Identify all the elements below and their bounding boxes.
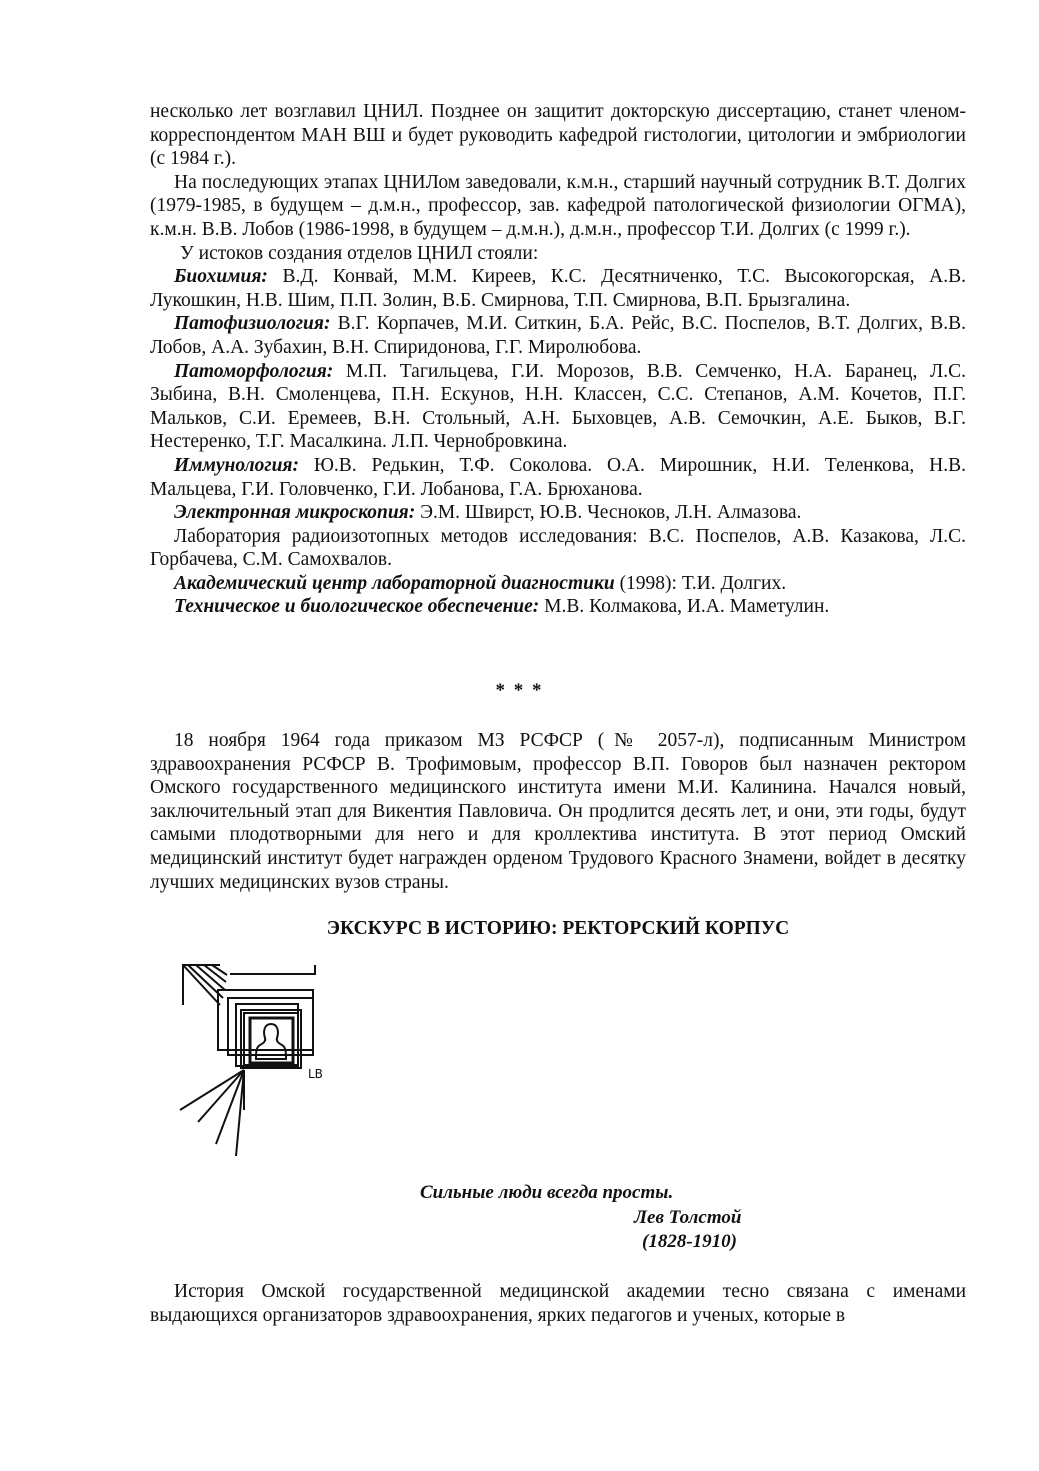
department-radio-lab: Лаборатория радиоизотопных методов исследования: В.С. Поспелов, А.В. Казакова, Л.С. Горбачева, С.М. Самохвалов.	[150, 525, 966, 571]
department-name: Биохимия:	[174, 266, 268, 288]
top-text-section	[150, 100, 966, 619]
paragraph-cnil-managers: На последующих этапах ЦНИЛом заведовали, к.м.н., старший научный сотрудник В.Т. Долгих (1979-1985, в будущем – д.м.н., профессор, зав. кафедрой патологической физиологии ОГМА), к.м.н. В.В. Лобов (1986-1998, в будущем – д.м.н.), д.м.н., профессор Т.И. Долгих (с 1999 г.).	[150, 171, 966, 240]
rector-building-sketch	[178, 960, 358, 1160]
department-name: Электронная микроскопия:	[174, 502, 416, 524]
department-name: Техническое и биологическое обеспечение:	[174, 596, 540, 618]
department-members: Э.М. Швирст, Ю.В. Чесноков, Л.Н. Алмазова.	[415, 502, 802, 524]
department-pathophysiology	[150, 312, 966, 359]
paragraph-history: История Омской государственной медицинской академии тесно связана с именами выдающихся организаторов здравоохранения, ярких педагогов и ученых, которые в	[150, 1281, 966, 1326]
epigraph-years: (1828-1910)	[642, 1231, 737, 1252]
sketch-signature: LB	[308, 1067, 323, 1081]
paragraph-1964: 18 ноября 1964 года приказом МЗ РСФСР (№ 2057-л), подписанным Министром здравоохранения РСФСР В. Трофимовым, профессор В.П. Говоров был назначен ректором Омского государственного медицинского института имени М.И. Калинина. Начался новый, заключительный этап для Викентия Павловича. Он продлится десять лет, и они, эти годы, будут самыми плодотворными для него и для кроллектива института. В этот период Омский медицинский институт будет награжден орденом Трудового Красного Знамени, войдет в десятку лучших медицинских вузов страны.	[150, 730, 966, 893]
bottom-text-section	[150, 1280, 966, 1327]
department-members: Ю.В. Редькин, Т.Ф. Соколова. О.А. Мирошник, Н.И. Теленкова, Н.В. Мальцева, Г.И. Головченко, Г.И. Лобанова, Г.А. Брюханова.	[150, 454, 966, 500]
department-electron-microscopy	[150, 501, 966, 525]
sketch-ray	[180, 1070, 244, 1110]
sketch-portrait	[256, 1024, 286, 1059]
paragraph-cnil-head: несколько лет возглавил ЦНИЛ. Позднее он защитит докторскую диссертацию, станет членом-корреспондентом МАН ВШ и будет руководить кафедрой гистологии, цитологии и эмбриологии (с 1984 г.).	[150, 101, 966, 170]
department-pathomorphology	[150, 360, 966, 454]
department-name: Патоморфология:	[174, 360, 334, 382]
epigraph-text: Сильные люди всегда просты.	[420, 1182, 674, 1203]
section-heading: ЭКСКУРС В ИСТОРИЮ: РЕКТОРСКИЙ КОРПУС	[326, 918, 790, 939]
sketch-ray	[198, 1070, 244, 1122]
department-name: Академический центр лабораторной диагностики	[174, 572, 615, 594]
department-members: М.П. Тагильцева, Г.И. Морозов, В.В. Семченко, Н.А. Баранец, Л.С. Зыбина, В.Н. Смоленцева, П.Н. Ескунов, Н.Н. Классен, С.С. Степанов, А.М. Кочетов, П.Г. Мальков, С.И. Еремеев, В.Н. Стольный, А.Н. Быховцев, А.В. Семочкин, А.Е. Быков, В.Г. Нестеренко, Т.Г. Масалкина. Л.П. Чернобровкина.	[150, 360, 966, 453]
department-name: Патофизиология:	[174, 313, 331, 335]
paragraph-departments-intro: У истоков создания отделов ЦНИЛ стояли:	[180, 242, 539, 264]
section-separator: * * *	[495, 680, 544, 701]
department-biochemistry	[150, 265, 966, 312]
department-members: (1998): Т.И. Долгих.	[614, 572, 787, 594]
department-members: В.Г. Корпачев, М.И. Ситкин, Б.А. Рейс, В.С. Поспелов, В.Т. Долгих, В.В. Лобов, А.А. Зубахин, В.Н. Спиридонова, Г.Г. Миролюбова.	[150, 313, 966, 358]
middle-text-section	[150, 729, 966, 894]
department-members: В.Д. Конвай, М.М. Киреев, К.С. Десятниченко, Т.С. Высокогорская, А.В. Лукошкин, Н.В. Шим, П.П. Золин, В.Б. Смирнова, Т.П. Смирнова, В.П. Брызгалина.	[150, 266, 966, 311]
sketch-top-line	[230, 965, 315, 974]
department-name: Иммунология:	[174, 454, 299, 476]
department-academic-center	[150, 572, 966, 596]
epigraph-author: Лев Толстой	[634, 1207, 742, 1228]
department-tech-support	[150, 595, 966, 619]
department-members: М.В. Колмакова, И.А. Маметулин.	[539, 596, 830, 618]
department-immunology	[150, 454, 966, 501]
sketch-frame	[244, 1013, 298, 1065]
